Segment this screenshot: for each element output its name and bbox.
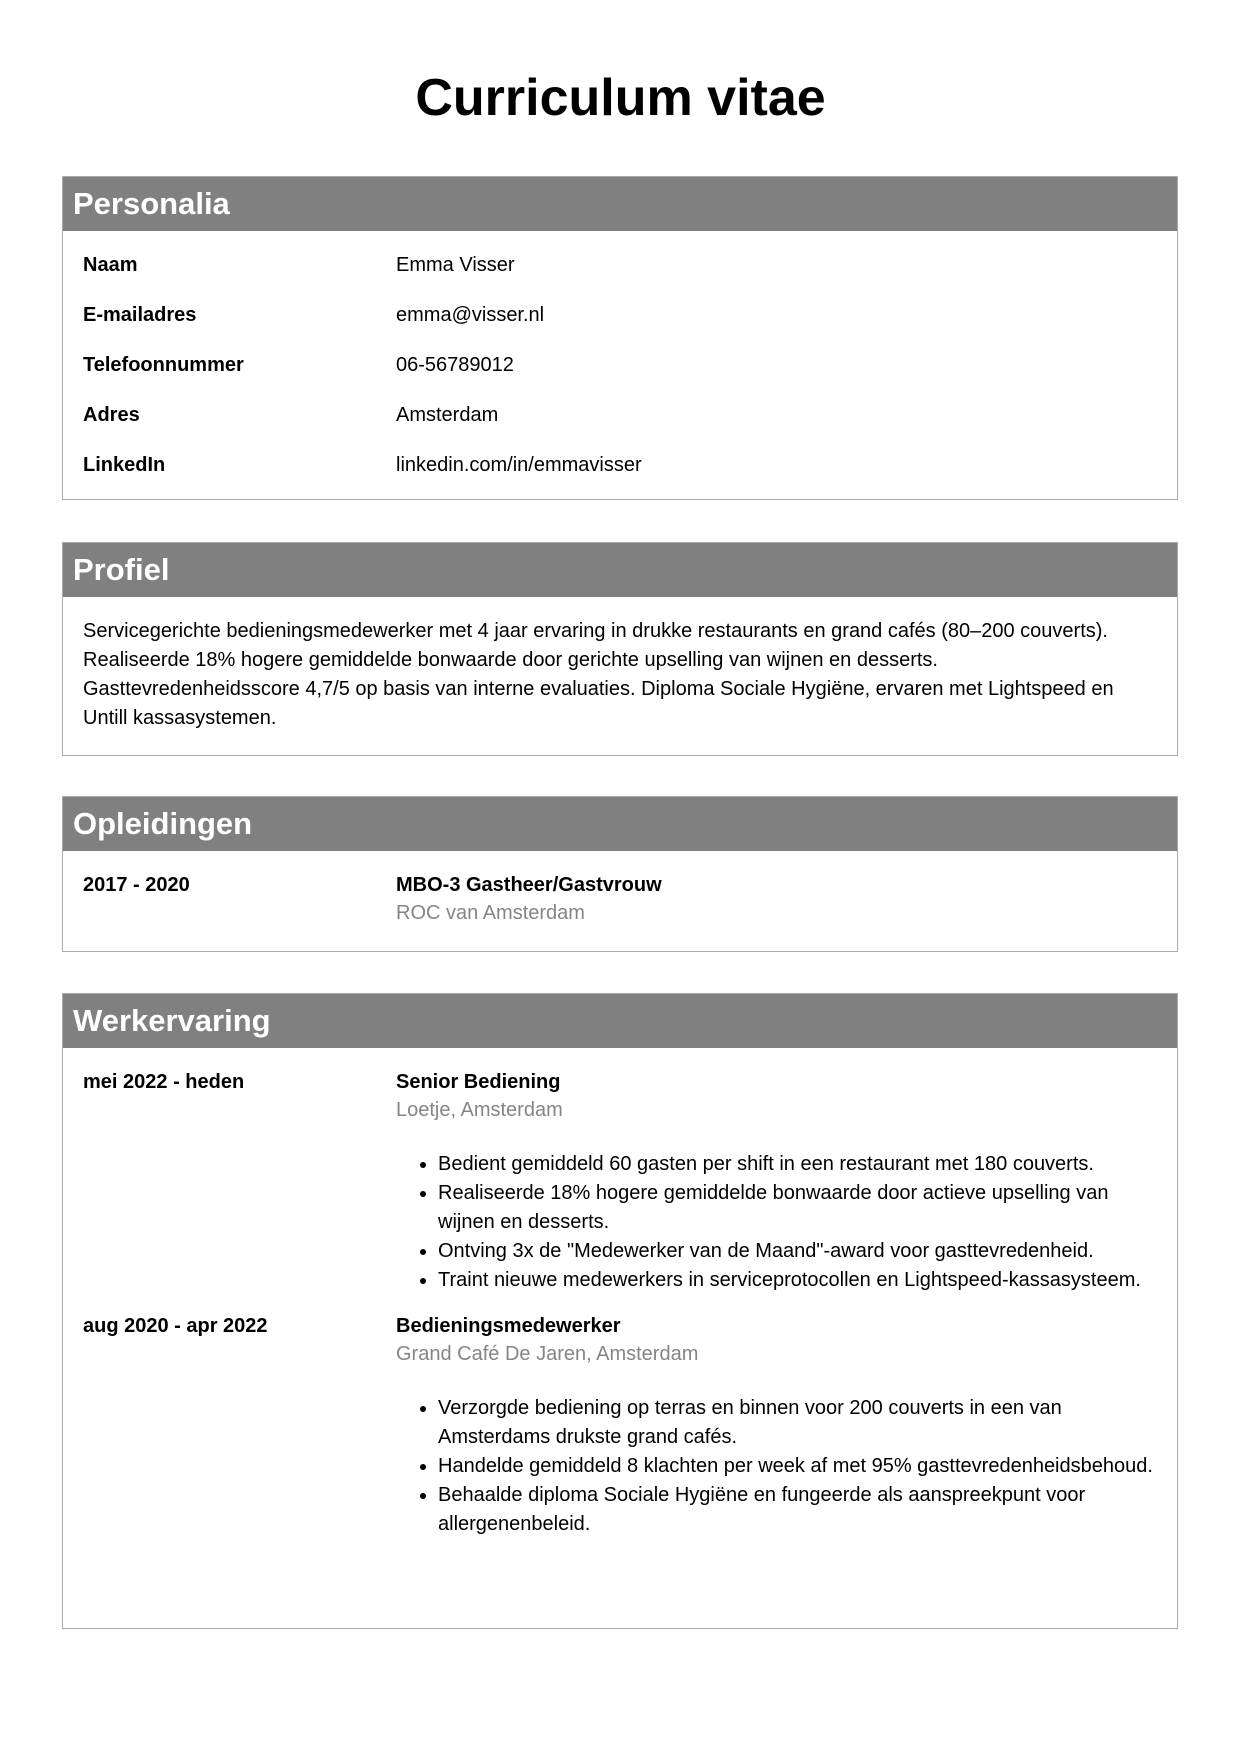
entry-institution: ROC van Amsterdam [396, 902, 585, 924]
bullet-item: • Ontving 3x de "Medewerker van de Maand"-award voor gasttevredenheid. [438, 1237, 1157, 1266]
entry-title: Senior Bediening [396, 1071, 561, 1093]
profiel-section [62, 542, 1178, 756]
section-heading: Profiel [63, 543, 1177, 597]
bullet-item: • Verzorgde bediening op terras en binnen voor 200 couverts in een van Amsterdams drukste grand cafés. [438, 1394, 1157, 1452]
field-label: E-mailadres [83, 304, 197, 326]
entry-company: Grand Café De Jaren, Amsterdam [396, 1343, 699, 1365]
bullet-item: • Bedient gemiddeld 60 gasten per shift in een restaurant met 180 couverts. [438, 1150, 1157, 1179]
field-label: Telefoonnummer [83, 354, 244, 376]
personalia-row-address [83, 401, 1157, 451]
entry-period: aug 2020 - apr 2022 [83, 1315, 268, 1337]
education-entry [83, 871, 1157, 927]
field-label: Adres [83, 404, 140, 426]
field-value: Amsterdam [396, 404, 499, 426]
personalia-row-email [83, 301, 1157, 351]
field-label: Naam [83, 254, 138, 276]
bullet-item: • Behaalde diploma Sociale Hygiëne en fungeerde als aanspreekpunt voor allergenenbeleid. [438, 1481, 1157, 1539]
bullet-item: • Realiseerde 18% hogere gemiddelde bonwaarde door actieve upselling van wijnen en desserts. [438, 1179, 1157, 1237]
werkervaring-section [62, 993, 1178, 1629]
section-heading: Werkervaring [63, 994, 1177, 1048]
field-value: Emma Visser [396, 254, 515, 276]
personalia-row-name [83, 251, 1157, 301]
opleidingen-section [62, 796, 1178, 952]
entry-title: MBO-3 Gastheer/Gastvrouw [396, 874, 662, 896]
entry-period: 2017 - 2020 [83, 874, 190, 896]
profile-text: Servicegerichte bedieningsmedewerker met 4 jaar ervaring in drukke restaurants en grand cafés (80–200 couverts). Realiseerde 18% hogere gemiddelde bonwaarde door gerichte upselling van wijnen en desserts. Gasttevredenheidsscore 4,7/5 op basis van interne evaluaties. Diploma Sociale Hygiëne, ervaren met Lightspeed en Untill kassasystemen. [83, 620, 1114, 729]
personalia-section [62, 176, 1178, 500]
section-heading: Opleidingen [63, 797, 1177, 851]
bullet-item: • Traint nieuwe medewerkers in serviceprotocollen en Lightspeed-kassasysteem. [438, 1266, 1157, 1295]
personalia-row-phone [83, 351, 1157, 401]
entry-period: mei 2022 - heden [83, 1071, 245, 1093]
field-value: linkedin.com/in/emmavisser [396, 454, 642, 476]
section-heading: Personalia [63, 177, 1177, 231]
work-entry [83, 1068, 1157, 1295]
bullet-list [396, 1150, 1157, 1295]
field-label: LinkedIn [83, 454, 166, 476]
personalia-row-linkedin [83, 451, 1157, 501]
bullet-item: • Handelde gemiddeld 8 klachten per week af met 95% gasttevredenheidsbehoud. [438, 1452, 1157, 1481]
entry-title: Bedieningsmedewerker [396, 1315, 621, 1337]
bullet-list [396, 1394, 1157, 1539]
field-value: emma@visser.nl [396, 304, 545, 326]
page-title: Curriculum vitae [415, 69, 826, 127]
work-entry [83, 1312, 1157, 1539]
entry-company: Loetje, Amsterdam [396, 1099, 563, 1121]
field-value: 06-56789012 [396, 354, 514, 376]
